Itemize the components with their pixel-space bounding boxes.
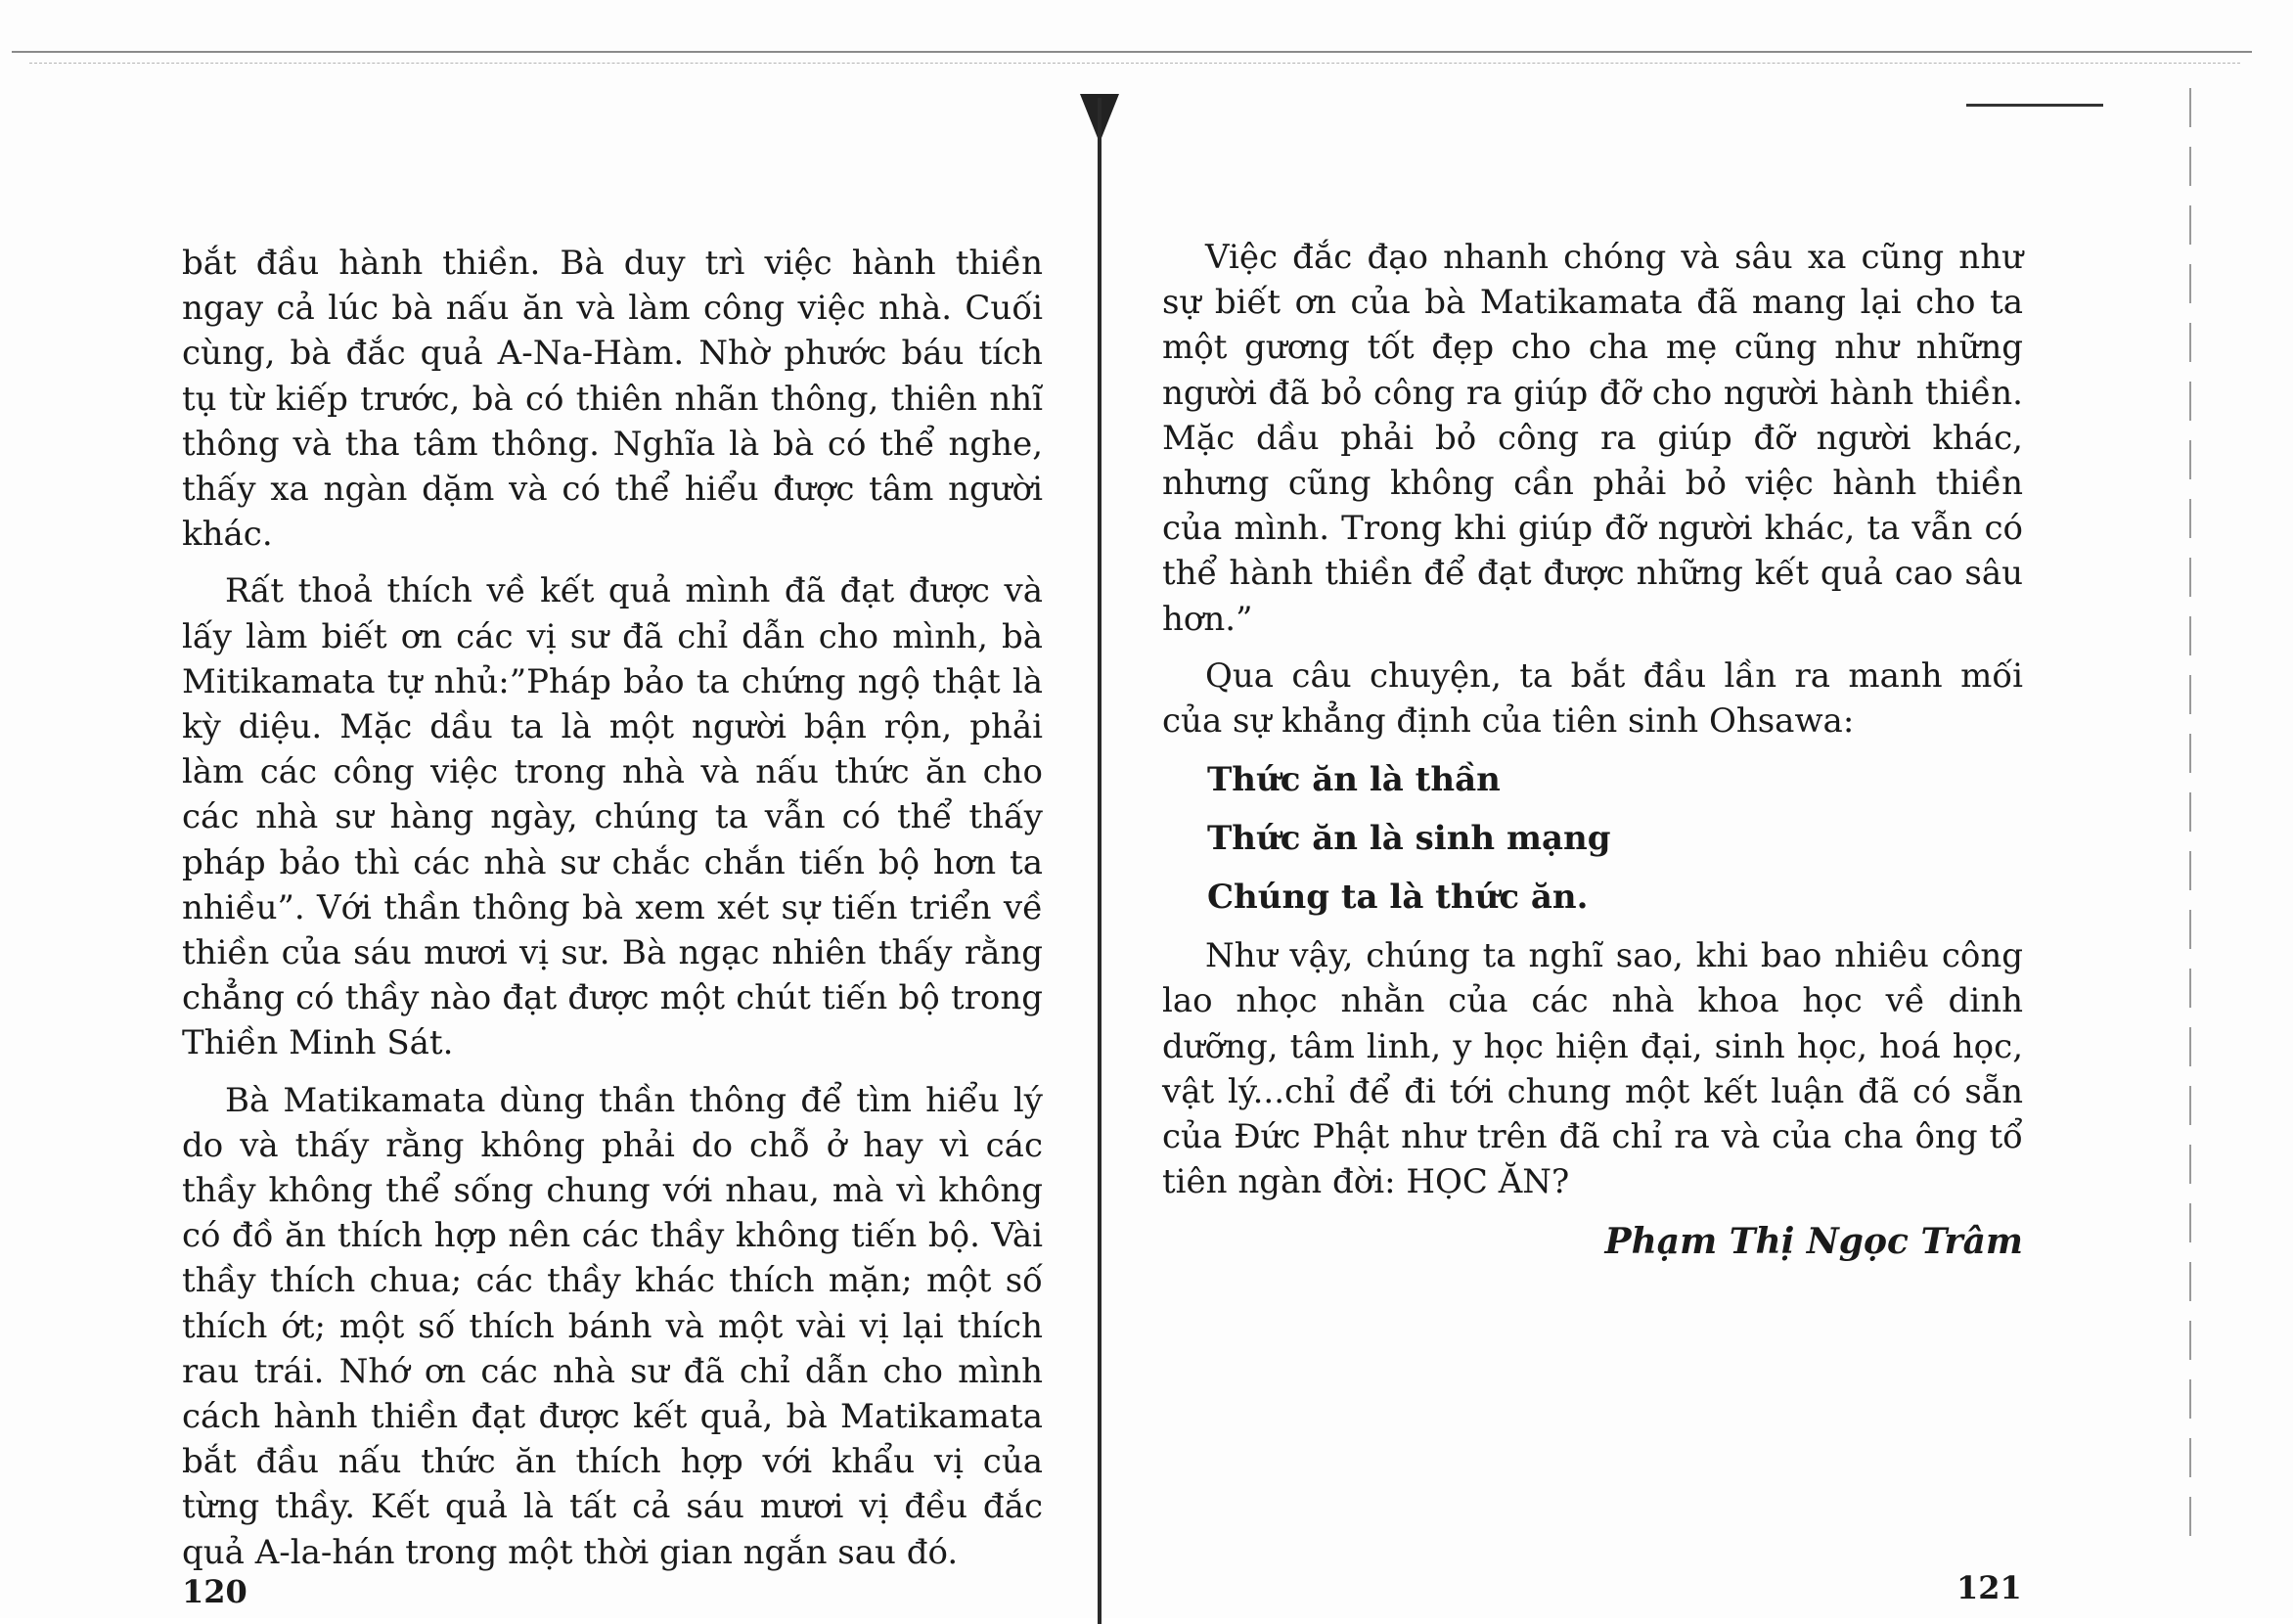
left-paragraph-2: Rất thoả thích về kết quả mình đã đạt được và lấy làm biết ơn các vị sư đã chỉ dẫn cho mình, bà Mitikamata tự nhủ:”Pháp bảo ta chứng ngộ thật là kỳ diệu. Mặc dầu ta là một người bận rộn, phải làm các công việc trong nhà và nấu thức ăn cho các nhà sư hàng ngày, chúng ta vẫn có thể thấy pháp bảo thì các nhà sư chắc chắn tiến bộ hơn ta nhiều”. Với thần thông bà xem xét sự tiến triển về thiền của sáu mươi vị sư. Bà ngạc nhiên thấy rằng chẳng có thầy nào đạt được một chút tiến bộ trong Thiền Minh Sát. [182,571,1043,1063]
right-paragraph-2: Qua câu chuyện, ta bắt đầu lần ra manh mối của sự khẳng định của tiên sinh Ohsawa: [1162,655,2023,742]
page-edge [2189,88,2191,1556]
right-paragraph-3: Như vậy, chúng ta nghĩ sao, khi bao nhiêu công lao nhọc nhằn của các nhà khoa học về dinh dưỡng, tâm linh, y học hiện đại, sinh học, hoá học, vật lý...chỉ để đi tới chung một kết luận đã có sẵn của Đức Phật như trên đã chỉ ra và của cha ông tổ tiên ngàn đời: HỌC ĂN? [1162,936,2023,1202]
left-paragraph-3: Bà Matikamata dùng thần thông để tìm hiểu lý do và thấy rằng không phải do chỗ ở hay vì các thầy không thể sống chung với nhau, mà vì không có đồ ăn thích hợp nên các thầy không tiến bộ. Vài thầy thích chua; các thầy khác thích mặn; một số thích ớt; một số thích bánh và một vài vị lại thích rau trái. Nhớ ơn các nhà sư đã chỉ dẫn cho mình cách hành thiền đạt được kết quả, bà Matikamata bắt đầu nấu thức ăn thích hợp với khẩu vị của từng thầy. Kết quả là tất cả sáu mươi vị đều đắc quả A-la-hán trong một thời gian ngắn sau đó. [182,1080,1043,1572]
left-paragraph-1: bắt đầu hành thiền. Bà duy trì việc hành thiền ngay cả lúc bà nấu ăn và làm công việc nhà. Cuối cùng, bà đắc quả A-Na-Hàm. Nhờ phước báu tích tụ từ kiếp trước, bà có thiên nhãn thông, thiên nhĩ thông và tha tâm thông. Nghĩa là bà có thể nghe, thấy xa ngàn dặm và có thể hiểu được tâm người khác. [182,244,1043,555]
scan-top-rule [12,51,2252,53]
right-paragraph-1: Việc đắc đạo nhanh chóng và sâu xa cũng như sự biết ơn của bà Matikamata đã mang lại cho ta một gương tốt đẹp cho cha mẹ cũng như những người đã bỏ công ra giúp đỡ cho người hành thiền. Mặc dầu phải bỏ công ra giúp đỡ người khác, nhưng cũng không cần phải bỏ việc hành thiền của mình. Trong khi giúp đỡ người khác, ta vẫn có thể hành thiền để đạt được những kết quả cao sâu hơn.” [1162,238,2023,639]
right-page [1162,235,2023,1271]
book-gutter [1098,98,1102,1624]
bold-line-3: Chúng ta là thức ăn. [1207,878,1589,918]
right-page-number: 121 [1956,1569,2022,1606]
right-corner-rule [1966,104,2103,107]
left-page-number: 120 [182,1573,247,1610]
scan-top-rule-faint [29,63,2240,64]
author-signature: Phạm Thị Ngọc Trâm [1604,1221,2023,1263]
bold-line-2: Thức ăn là sinh mạng [1207,819,1611,859]
bold-line-1: Thức ăn là thần [1207,760,1501,800]
left-page [182,241,1043,1575]
